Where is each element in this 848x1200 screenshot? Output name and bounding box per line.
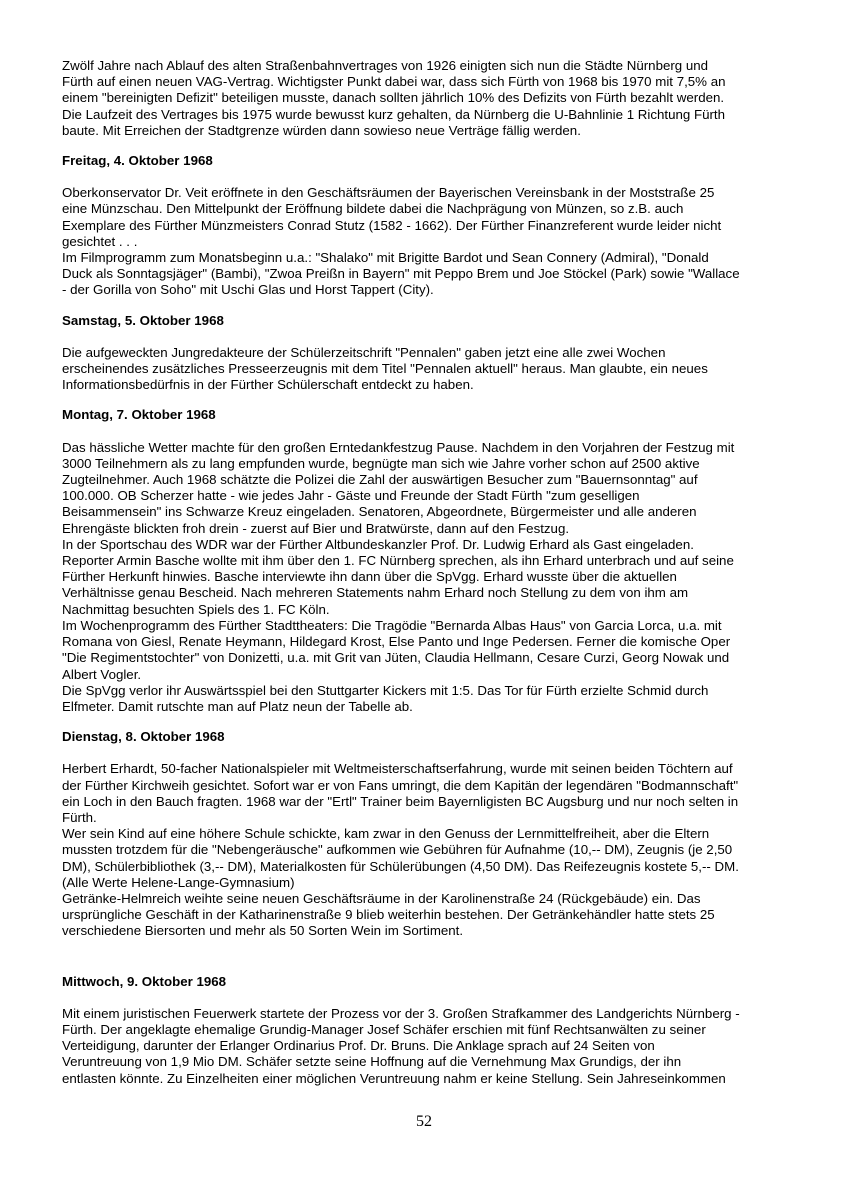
- text-line: Die SpVgg verlor ihr Auswärtsspiel bei den Stuttgarter Kickers mit 1:5. Das Tor für Fürth erzielte Schmid durch: [62, 682, 709, 698]
- text-line: Oberkonservator Dr. Veit eröffnete in den Geschäftsräumen der Bayerischen Vereinsbank in der Moststraße 25: [62, 185, 715, 201]
- text-line: Mit einem juristischen Feuerwerk startete der Prozess vor der 3. Großen Strafkammer des Landgerichts Nürnberg -: [62, 1005, 740, 1021]
- date-heading-samstag: Samstag, 5. Oktober 1968: [62, 312, 224, 328]
- text-line: Zwölf Jahre nach Ablauf des alten Straßenbahnvertrages von 1926 einigten sich nun die Städte Nürnberg und: [62, 58, 709, 73]
- text-line: Exemplare des Fürther Münzmeisters Conrad Stutz (1582 - 1662). Der Fürther Finanzreferent wurde leider nicht: [62, 217, 722, 233]
- text-line: Das hässliche Wetter machte für den großen Erntedankfestzug Pause. Nachdem in den Vorjahren der Festzug mit: [62, 439, 735, 455]
- text-line: ursprüngliche Geschäft in der Katharinenstraße 9 blieb weiterhin bestehen. Der Getränkehändler hatte stets 25: [62, 907, 715, 923]
- text-line: - der Gorilla von Soho" mit Uschi Glas und Horst Tappert (City).: [62, 282, 434, 298]
- section-paragraph-mittwoch: [62, 1006, 790, 1087]
- intro-paragraph: [62, 58, 790, 139]
- text-line: Im Wochenprogramm des Fürther Stadttheaters: Die Tragödie "Bernarda Albas Haus" von Garcia Lorca, u.a. mit: [62, 617, 722, 633]
- date-heading-mittwoch: Mittwoch, 9. Oktober 1968: [62, 973, 227, 989]
- text-line: Beisammensein" ins Schwarze Kreuz eingeladen. Senatoren, Abgeordnete, Bürgermeister und alle anderen: [62, 504, 697, 520]
- text-line: Elfmeter. Damit rutschte man auf Platz neun der Tabelle ab.: [62, 698, 413, 714]
- text-line: Verhältnisse genau Bescheid. Nach mehreren Statements nahm Erhard noch Stellung zu dem von ihm am: [62, 585, 689, 601]
- section-paragraph-dienstag: [62, 761, 790, 939]
- section-paragraph-montag: [62, 440, 790, 715]
- text-line: Die Laufzeit des Vertrages bis 1975 wurde bewusst kurz gehalten, da Nürnberg die U-Bahnlinie 1 Richtung Fürth: [62, 106, 726, 122]
- text-line: Reporter Armin Basche wollte mit ihm über den 1. FC Nürnberg sprechen, als ihn Erhard unterbrach und auf seine: [62, 553, 734, 569]
- text-line: Verteidigung, darunter der Erlanger Ordinarius Prof. Dr. Bruns. Die Anklage sprach auf 24 Seiten von: [62, 1038, 655, 1054]
- date-heading-dienstag: Dienstag, 8. Oktober 1968: [62, 729, 225, 745]
- text-line: Getränke-Helmreich weihte seine neuen Geschäftsräume in der Karolinenstraße 24 (Rückgebäude) ein. Das: [62, 890, 701, 906]
- text-line: Wer sein Kind auf eine höhere Schule schickte, kam zwar in den Genuss der Lernmittelfreiheit, aber die Eltern: [62, 826, 710, 842]
- text-line: Duck als Sonntagsjäger" (Bambi), "Zwoa Preißn in Bayern" mit Peppo Brem und Joe Stöckel (Park) sowie "Wallace: [62, 266, 740, 282]
- text-line: mussten trotzdem für die "Nebengeräusche" aufkommen wie Gebühren für Aufnahme (10,-- DM), Zeugnis (je 2,50: [62, 842, 733, 858]
- text-line: erscheinendes zusätzliches Presseerzeugnis mit dem Titel "Pennalen aktuell" heraus. Man glaubte, ein neues: [62, 361, 708, 377]
- text-line: In der Sportschau des WDR war der Fürther Altbundeskanzler Prof. Dr. Ludwig Erhard als Gast eingeladen.: [62, 536, 694, 552]
- text-line: Informationsbedürfnis in der Fürther Schülerschaft entdeckt zu haben.: [62, 377, 474, 393]
- text-line: DM), Schülerbibliothek (3,-- DM), Materialkosten für Schülerübungen (4,50 DM). Das Reifezeugnis kostete 5,-- DM.: [62, 858, 739, 874]
- text-line: einem "bereinigten Defizit" beteiligen musste, danach sollten jährlich 10% des Defizits von Fürth bezahlt werden.: [62, 90, 725, 106]
- text-line: Nachmittag besuchten Spiels des 1. FC Köln.: [62, 601, 330, 617]
- text-line: Im Filmprogramm zum Monatsbeginn u.a.: "Shalako" mit Brigitte Bardot und Sean Connery (Admiral), "Donald: [62, 250, 709, 266]
- text-line: Fürth.: [62, 809, 97, 825]
- text-line: Ehrengäste blickten froh drein - zuerst auf Bier und Bratwürste, dann auf den Festzug.: [62, 520, 570, 536]
- text-line: baute. Mit Erreichen der Stadtgrenze würden dann sowieso neue Verträge fällig werden.: [62, 122, 581, 138]
- text-line: Veruntreuung von 1,9 Mio DM. Schäfer setzte seine Hoffnung auf die Vernehmung Max Grundigs, der ihn: [62, 1054, 682, 1070]
- text-line: (Alle Werte Helene-Lange-Gymnasium): [62, 874, 295, 890]
- text-line: eine Münzschau. Den Mittelpunkt der Eröffnung bildete dabei die Nachprägung von Münzen, so z.B. auch: [62, 201, 684, 217]
- document-page: [62, 58, 790, 1087]
- text-line: 100.000. OB Scherzer hatte - wie jedes Jahr - Gäste und Freunde der Stadt Fürth "zum geselligen: [62, 488, 640, 504]
- text-line: Romana von Giesl, Renate Heymann, Hildegard Krost, Else Panto und Inge Pedersen. Ferner die komische Oper: [62, 634, 731, 650]
- text-line: gesichtet . . .: [62, 233, 138, 249]
- text-line: Fürther Herkunft hinwies. Basche interviewte ihn dann über die SpVgg. Erhard wusste über die aktuellen: [62, 569, 677, 585]
- text-line: Die aufgeweckten Jungredakteure der Schülerzeitschrift "Pennalen" gaben jetzt eine alle zwei Wochen: [62, 344, 666, 360]
- text-line: Zugteilnehmer. Auch 1968 schätzte die Polizei die Zahl der auswärtigen Besucher zum "Bauernsonntag" auf: [62, 472, 698, 488]
- page-number: 52: [416, 1113, 432, 1130]
- text-line: verschiedene Biersorten und mehr als 50 Sorten Wein im Sortiment.: [62, 923, 464, 939]
- text-line: der Fürther Kirchweih gesichtet. Sofort war er von Fans umringt, die dem Kapitän der legendären "Bodmannschaft": [62, 777, 739, 793]
- text-line: Herbert Erhardt, 50-facher Nationalspieler mit Weltmeisterschaftserfahrung, wurde mit seinen beiden Töchtern auf: [62, 761, 733, 777]
- text-line: Fürth. Der angeklagte ehemalige Grundig-Manager Josef Schäfer erschien mit fünf Rechtsanwälten zu seiner: [62, 1021, 706, 1037]
- section-paragraph-freitag: [62, 185, 790, 298]
- date-heading-freitag: Freitag, 4. Oktober 1968: [62, 153, 213, 169]
- text-line: Fürth auf einen neuen VAG-Vertrag. Wichtigster Punkt dabei war, dass sich Fürth von 1968 bis 1970 mit 7,5% an: [62, 74, 726, 90]
- date-heading-montag: Montag, 7. Oktober 1968: [62, 407, 216, 423]
- text-line: ein Loch in den Bauch fragten. 1968 war der "Ertl" Trainer beim Bayernligisten BC Augsburg und nur noch selten in: [62, 793, 739, 809]
- text-line: entlasten könnte. Zu Einzelheiten einer möglichen Veruntreuung nahm er keine Stellung. Sein Jahreseinkommen: [62, 1070, 726, 1086]
- section-paragraph-samstag: [62, 345, 790, 394]
- text-line: 3000 Teilnehmern als zu lang empfunden wurde, begnügte man sich wie Jahre vorher schon auf 2500 aktive: [62, 455, 700, 471]
- text-line: Albert Vogler.: [62, 666, 142, 682]
- text-line: "Die Regimentstochter" von Donizetti, u.a. mit Grit van Jüten, Claudia Hellmann, Cesare Curzi, Georg Nowak und: [62, 650, 730, 666]
